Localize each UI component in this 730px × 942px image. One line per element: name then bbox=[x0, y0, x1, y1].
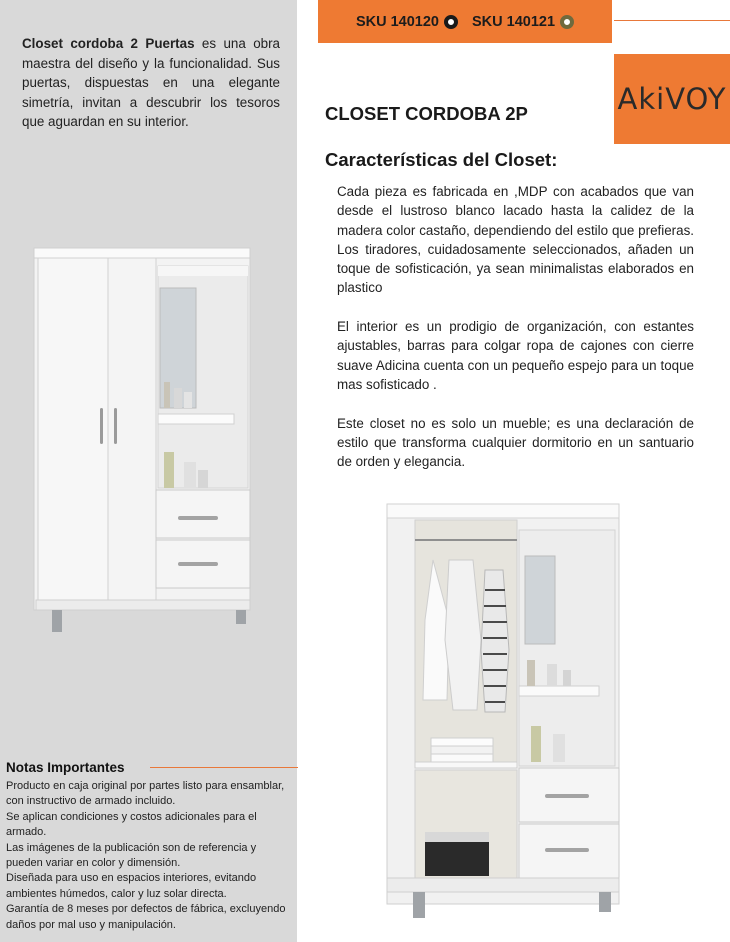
sku-label: SKU 140121 bbox=[472, 13, 556, 30]
top-divider bbox=[614, 20, 730, 21]
notes-title: Notas Importantes bbox=[6, 760, 125, 775]
features-paragraph: El interior es un prodigio de organización, con estantes ajustables, barras para colgar ropa de cajones con cierre suave Adicina cuenta con un pequeño espejo para un toque mas sofisticado . bbox=[337, 319, 694, 392]
sku-option-1[interactable] bbox=[356, 14, 458, 30]
features-paragraph: Cada pieza es fabricada en ,MDP con acabados que van desde el lustroso blanco lacado hasta la calidez de la madera color castaño, dependiendo del estilo que prefieras. Los tiradores, cuidadosamente seleccionados, añaden un toque de sofisticación, ya sean minimalistas elaborados en plastico bbox=[337, 184, 694, 296]
closet-closed-image bbox=[30, 240, 260, 640]
note-item: Garantía de 8 meses por defectos de fábrica, excluyendo daños por mal uso y manipulación. bbox=[6, 903, 286, 931]
color-swatch-dark-icon[interactable] bbox=[444, 15, 458, 29]
intro-title: Closet cordoba 2 Puertas bbox=[22, 36, 195, 51]
note-item: Las imágenes de la publicación son de referencia y pueden variar en color y dimensión. bbox=[6, 841, 257, 870]
note-item: Producto en caja original por partes listo para ensamblar, con instructivo de armado incluido. bbox=[6, 780, 285, 808]
brand-logo-box bbox=[614, 54, 730, 144]
closet-open-image bbox=[385, 500, 630, 930]
sku-bar bbox=[318, 0, 612, 43]
product-title: CLOSET CORDOBA 2P bbox=[325, 103, 528, 124]
features-title: Características del Closet: bbox=[325, 149, 558, 170]
brand-logo: AkiVOY bbox=[617, 82, 727, 116]
features-paragraph: Este closet no es solo un mueble; es una declaración de estilo que transforma cualquier dormitorio en un santuario de orden y elegancia. bbox=[337, 415, 694, 470]
features-description bbox=[337, 182, 694, 491]
intro-paragraph bbox=[22, 34, 280, 132]
notes-list bbox=[6, 779, 291, 933]
sku-label: SKU 140120 bbox=[355, 13, 439, 30]
color-swatch-olive-icon[interactable] bbox=[560, 15, 574, 29]
sku-option-2[interactable] bbox=[472, 14, 574, 30]
note-item: Se aplican condiciones y costos adicionales para el armado. bbox=[6, 810, 257, 839]
intro-text: es una obra maestra del diseño y la funcionalidad. Sus puertas, dispuestas en una elegante simetría, invitan a descubrir los tesoros que aguardan en su interior. bbox=[22, 36, 280, 130]
note-item: Diseñada para uso en espacios interiores, evitando ambientes húmedos, calor y luz solar directa. bbox=[6, 872, 257, 900]
notes-divider bbox=[150, 767, 298, 768]
